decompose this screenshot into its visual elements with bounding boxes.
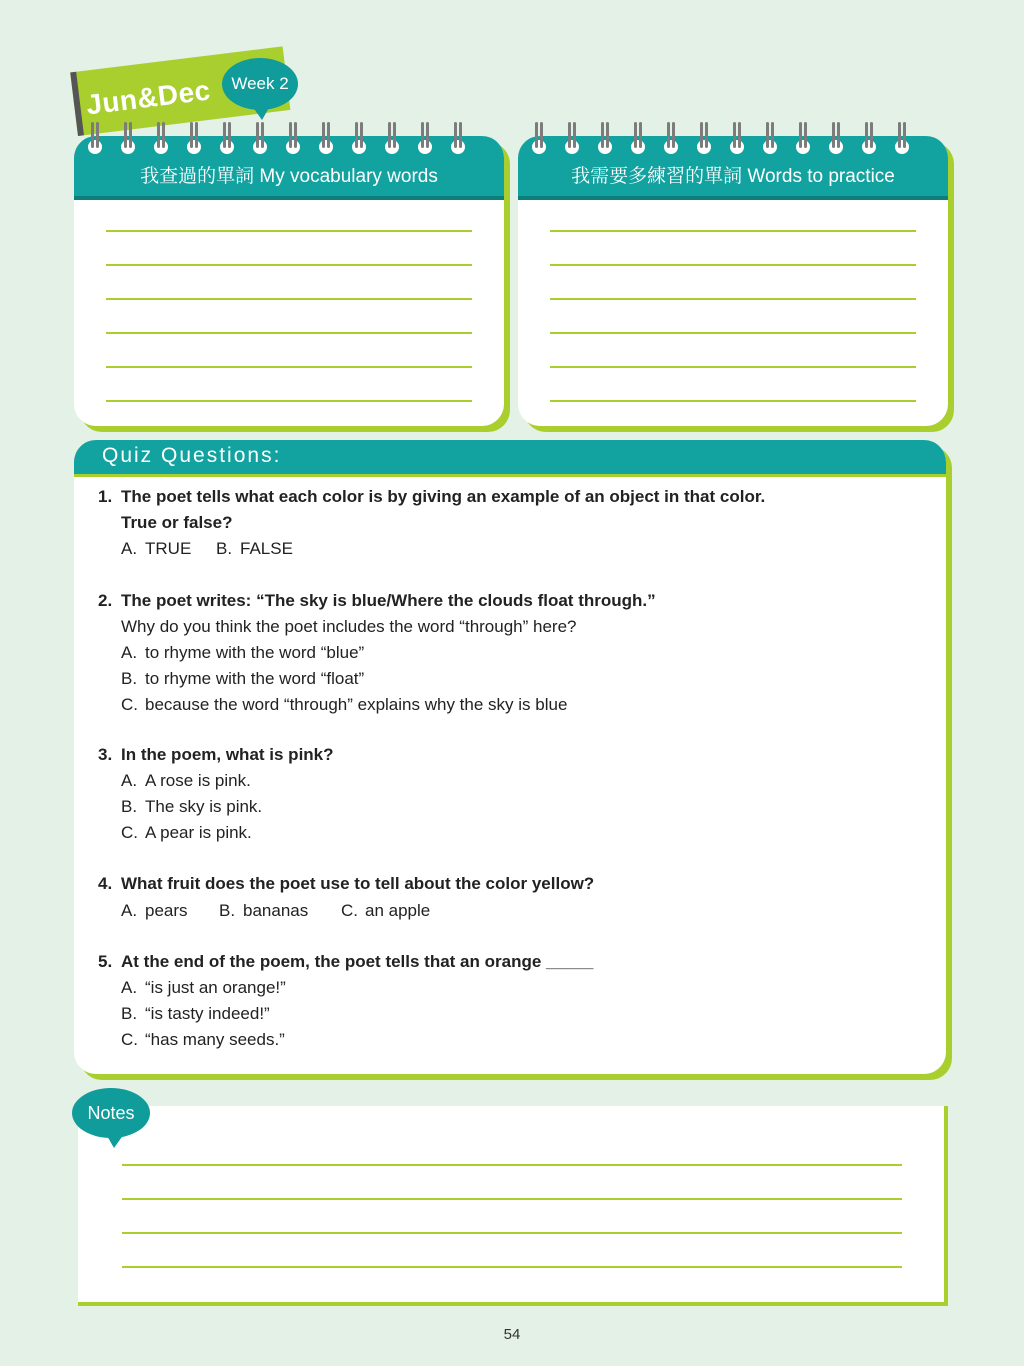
writing-line[interactable]	[550, 400, 916, 402]
spiral-binding	[88, 122, 488, 162]
question-text: The poet writes: “The sky is blue/Where the clouds float through.”	[121, 591, 656, 610]
writing-line[interactable]	[550, 366, 916, 368]
binding-wire	[228, 122, 231, 148]
binding-wire	[700, 122, 703, 148]
binding-ring	[88, 122, 102, 158]
option-letter: A.	[121, 978, 138, 997]
binding-wire	[573, 122, 576, 148]
page-number: 54	[503, 1326, 521, 1343]
binding-wire	[289, 122, 292, 148]
option-letter: A.	[121, 771, 138, 790]
option-text: The sky is pink.	[145, 797, 263, 816]
option-letter: B.	[216, 539, 233, 558]
binding-wire	[568, 122, 571, 148]
binding-ring	[598, 122, 612, 158]
answer-option-a[interactable]	[121, 898, 188, 924]
question-number: 3.	[98, 745, 113, 764]
option-text: bananas	[243, 901, 309, 920]
binding-wire	[195, 122, 198, 148]
binding-wire	[634, 122, 637, 148]
binding-ring	[532, 122, 546, 158]
binding-wire	[837, 122, 840, 148]
words-to-practice-title: 我需要多練習的單詞 Words to practice	[571, 165, 895, 187]
answer-option-a[interactable]	[121, 768, 251, 794]
option-letter: C.	[121, 823, 138, 842]
writing-line[interactable]	[550, 298, 916, 300]
binding-ring	[631, 122, 645, 158]
binding-wire	[799, 122, 802, 148]
answer-option-a[interactable]	[121, 640, 364, 666]
binding-wire	[256, 122, 259, 148]
binding-wire	[672, 122, 675, 148]
notes-writing-line[interactable]	[122, 1164, 902, 1166]
option-text: A rose is pink.	[145, 771, 251, 790]
writing-line[interactable]	[106, 366, 472, 368]
binding-wire	[294, 122, 297, 148]
binding-wire	[903, 122, 906, 148]
answer-option-c[interactable]	[121, 692, 567, 718]
notes-writing-line[interactable]	[122, 1266, 902, 1268]
binding-ring	[319, 122, 333, 158]
writing-line[interactable]	[106, 230, 472, 232]
binding-wire	[421, 122, 424, 148]
binding-wire	[639, 122, 642, 148]
spiral-binding	[532, 122, 932, 162]
option-letter: A.	[121, 643, 138, 662]
binding-wire	[459, 122, 462, 148]
vocabulary-words-card	[74, 136, 504, 426]
writing-line[interactable]	[550, 332, 916, 334]
option-text: “is just an orange!”	[145, 978, 286, 997]
answer-option-a[interactable]	[121, 975, 286, 1001]
binding-ring	[187, 122, 201, 158]
option-letter: B.	[121, 1004, 138, 1023]
writing-line[interactable]	[106, 332, 472, 334]
binding-ring	[286, 122, 300, 158]
option-letter: A.	[121, 901, 138, 920]
binding-ring	[730, 122, 744, 158]
option-letter: C.	[121, 1030, 138, 1049]
option-text: to rhyme with the word “float”	[145, 669, 365, 688]
binding-wire	[157, 122, 160, 148]
option-text: “is tasty indeed!”	[145, 1004, 270, 1023]
option-text: to rhyme with the word “blue”	[145, 643, 365, 662]
writing-line[interactable]	[106, 298, 472, 300]
binding-wire	[426, 122, 429, 148]
quiz-title: Quiz Questions:	[102, 444, 282, 467]
question-text: At the end of the poem, the poet tells that an orange _____	[121, 952, 594, 971]
writing-line[interactable]	[550, 230, 916, 232]
binding-ring	[220, 122, 234, 158]
binding-wire	[601, 122, 604, 148]
binding-ring	[895, 122, 909, 158]
words-to-practice-card	[518, 136, 948, 426]
binding-wire	[540, 122, 543, 148]
option-text: A pear is pink.	[145, 823, 252, 842]
binding-wire	[454, 122, 457, 148]
binding-wire	[606, 122, 609, 148]
answer-option-b[interactable]	[121, 794, 262, 820]
binding-wire	[327, 122, 330, 148]
vocabulary-words-title: 我查過的單詞 My vocabulary words	[140, 165, 438, 187]
option-text: “has many seeds.”	[145, 1030, 285, 1049]
binding-ring	[385, 122, 399, 158]
binding-wire	[190, 122, 193, 148]
binding-wire	[667, 122, 670, 148]
binding-wire	[804, 122, 807, 148]
binding-wire	[355, 122, 358, 148]
question-text: The poet tells what each color is by giving an example of an object in that color.	[121, 487, 766, 506]
question-number: 2.	[98, 591, 113, 610]
answer-option-b[interactable]	[219, 898, 308, 924]
binding-ring	[451, 122, 465, 158]
option-letter: C.	[121, 695, 138, 714]
question-text-continued: True or false?	[121, 513, 233, 532]
answer-option-c[interactable]	[341, 898, 430, 924]
option-letter: B.	[219, 901, 236, 920]
notes-bubble	[72, 1088, 150, 1138]
binding-wire	[388, 122, 391, 148]
answer-option-b[interactable]	[216, 536, 293, 562]
question-subtext: Why do you think the poet includes the word “through” here?	[121, 617, 577, 636]
binding-wire	[129, 122, 132, 148]
answer-option-c[interactable]	[121, 820, 252, 846]
notes-label: Notes	[87, 1102, 135, 1123]
option-letter: A.	[121, 539, 138, 558]
question-number: 5.	[98, 952, 113, 971]
binding-wire	[870, 122, 873, 148]
week-label: Week 2	[231, 74, 289, 93]
notes-area	[78, 1106, 948, 1306]
binding-ring	[121, 122, 135, 158]
binding-wire	[223, 122, 226, 148]
notes-writing-line[interactable]	[122, 1198, 902, 1200]
option-text: TRUE	[145, 539, 192, 558]
binding-ring	[565, 122, 579, 158]
binding-wire	[771, 122, 774, 148]
week-bubble	[222, 58, 298, 110]
binding-ring	[862, 122, 876, 158]
binding-wire	[393, 122, 396, 148]
answer-option-c[interactable]	[121, 1027, 285, 1053]
month-tag-label: Jun&Dec	[84, 74, 213, 121]
question-number: 4.	[98, 874, 113, 893]
answer-option-a[interactable]	[121, 536, 191, 562]
option-text: FALSE	[240, 539, 293, 558]
binding-ring	[352, 122, 366, 158]
answer-option-b[interactable]	[121, 666, 364, 692]
notes-writing-line[interactable]	[122, 1232, 902, 1234]
binding-ring	[697, 122, 711, 158]
binding-ring	[664, 122, 678, 158]
option-text: pears	[145, 901, 188, 920]
binding-wire	[738, 122, 741, 148]
question-number: 1.	[98, 487, 113, 506]
binding-wire	[865, 122, 868, 148]
binding-wire	[898, 122, 901, 148]
option-letter: C.	[341, 901, 358, 920]
writing-line[interactable]	[106, 264, 472, 266]
quiz-panel	[74, 440, 946, 1074]
binding-wire	[162, 122, 165, 148]
answer-option-b[interactable]	[121, 1001, 270, 1027]
binding-wire	[832, 122, 835, 148]
option-letter: B.	[121, 797, 138, 816]
option-text: because the word “through” explains why the sky is blue	[145, 695, 568, 714]
binding-wire	[91, 122, 94, 148]
option-text: an apple	[365, 901, 431, 920]
question-text: What fruit does the poet use to tell about the color yellow?	[121, 874, 595, 893]
writing-line[interactable]	[106, 400, 472, 402]
binding-ring	[796, 122, 810, 158]
binding-ring	[418, 122, 432, 158]
binding-ring	[763, 122, 777, 158]
binding-wire	[261, 122, 264, 148]
binding-ring	[253, 122, 267, 158]
binding-wire	[705, 122, 708, 148]
binding-wire	[360, 122, 363, 148]
option-letter: B.	[121, 669, 138, 688]
binding-wire	[124, 122, 127, 148]
binding-wire	[96, 122, 99, 148]
binding-ring	[829, 122, 843, 158]
binding-wire	[766, 122, 769, 148]
question-text: In the poem, what is pink?	[121, 745, 334, 764]
binding-wire	[733, 122, 736, 148]
quiz-header	[74, 440, 946, 477]
binding-ring	[154, 122, 168, 158]
binding-wire	[535, 122, 538, 148]
binding-wire	[322, 122, 325, 148]
writing-line[interactable]	[550, 264, 916, 266]
